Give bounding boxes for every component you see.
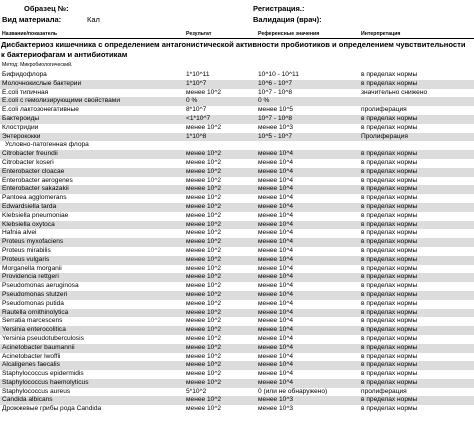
cell-interpretation: в пределах нормы: [361, 220, 418, 228]
cell-name: Serratia marcescens: [2, 317, 63, 325]
results-table: [0, 71, 474, 414]
cell-reference: 10^7 - 10^8: [258, 114, 293, 122]
cell-name: Edwardsiella tarda: [2, 202, 57, 210]
cell-interpretation: в пределах нормы: [361, 176, 418, 184]
cell-reference: менее 10^4: [258, 317, 294, 325]
table-row: [0, 177, 474, 186]
cell-reference: 0 (или не обнаружено): [258, 387, 328, 395]
cell-reference: менее 10^4: [258, 246, 294, 254]
table-row: [0, 291, 474, 300]
table-row: [0, 273, 474, 282]
cell-reference: менее 10^3: [258, 123, 294, 131]
cell-result: менее 10^2: [186, 370, 222, 378]
table-row: [0, 326, 474, 335]
cell-interpretation: в пределах нормы: [361, 273, 418, 281]
cell-reference: менее 10^4: [258, 167, 294, 175]
cell-result: менее 10^2: [186, 211, 222, 219]
cell-result: менее 10^2: [186, 150, 222, 158]
cell-name: Morganella morganii: [2, 264, 62, 272]
cell-result: менее 10^2: [186, 88, 222, 96]
cell-reference: менее 10^4: [258, 308, 294, 316]
cell-reference: менее 10^4: [258, 194, 294, 202]
cell-reference: менее 10^4: [258, 282, 294, 290]
cell-reference: менее 10^4: [258, 290, 294, 298]
table-row: [0, 97, 474, 106]
cell-interpretation: в пределах нормы: [361, 334, 418, 342]
table-row: [0, 212, 474, 221]
cell-result: менее 10^2: [186, 255, 222, 263]
cell-reference: менее 10^4: [258, 202, 294, 210]
cell-interpretation: в пределах нормы: [361, 114, 418, 122]
cell-result: менее 10^2: [186, 229, 222, 237]
cell-interpretation: в пределах нормы: [361, 71, 418, 78]
cell-name: Бактероиды: [2, 114, 40, 122]
table-row: [0, 133, 474, 142]
cell-interpretation: в пределах нормы: [361, 229, 418, 237]
cell-interpretation: в пределах нормы: [361, 79, 418, 87]
table-row: [0, 370, 474, 379]
cell-interpretation: в пределах нормы: [361, 238, 418, 246]
cell-reference: менее 10^4: [258, 352, 294, 360]
table-row: [0, 185, 474, 194]
cell-name: Staphylococcus haemolyticus: [2, 378, 89, 386]
cell-result: менее 10^2: [186, 299, 222, 307]
cell-name: Citrobacter koseri: [2, 158, 54, 166]
cell-name: Hafnia alvei: [2, 229, 37, 237]
cell-interpretation: в пределах нормы: [361, 290, 418, 298]
table-row: [0, 361, 474, 370]
cell-interpretation: значительно снижено: [361, 88, 428, 96]
table-row: [0, 124, 474, 133]
cell-interpretation: в пределах нормы: [361, 264, 418, 272]
cell-result: менее 10^2: [186, 264, 222, 272]
cell-name: E.coli типичная: [2, 88, 49, 96]
cell-name: Клостридии: [2, 123, 39, 131]
cell-reference: менее 10^4: [258, 334, 294, 342]
cell-name: Pantoea agglomerans: [2, 194, 67, 202]
cell-interpretation: в пределах нормы: [361, 396, 418, 404]
cell-interpretation: в пределах нормы: [361, 282, 418, 290]
cell-result: менее 10^2: [186, 246, 222, 254]
method-note: Метод: Микробиологический.: [2, 62, 73, 68]
cell-name: Pseudomonas aeruginosa: [2, 282, 79, 290]
table-row: [0, 106, 474, 115]
table-row: [0, 115, 474, 124]
cell-reference: менее 10^3: [258, 405, 294, 413]
table-row: [0, 300, 474, 309]
cell-interpretation: в пределах нормы: [361, 317, 418, 325]
cell-reference: менее 10^4: [258, 299, 294, 307]
cell-result: менее 10^2: [186, 361, 222, 369]
cell-interpretation: в пределах нормы: [361, 352, 418, 360]
cell-interpretation: в пределах нормы: [361, 246, 418, 254]
cell-result: менее 10^2: [186, 405, 222, 413]
cell-reference: менее 10^5: [258, 106, 294, 114]
cell-reference: менее 10^4: [258, 255, 294, 263]
cell-name: Enterobacter sakazakii: [2, 185, 69, 193]
cell-result: менее 10^2: [186, 317, 222, 325]
registration-label: Регистрация.:: [253, 4, 305, 13]
cell-interpretation: в пределах нормы: [361, 405, 418, 413]
cell-name: Бифидофлора: [2, 71, 47, 78]
cell-interpretation: в пределах нормы: [361, 378, 418, 386]
cell-interpretation: в пределах нормы: [361, 158, 418, 166]
cell-interpretation: в пределах нормы: [361, 123, 418, 131]
table-row: [0, 221, 474, 230]
cell-interpretation: в пределах нормы: [361, 361, 418, 369]
table-row: [0, 335, 474, 344]
table-row: [0, 256, 474, 265]
table-row: [0, 203, 474, 212]
cell-result: менее 10^2: [186, 378, 222, 386]
cell-name: Yersinia enterocolitica: [2, 326, 66, 334]
cell-name: Молочнокислые бактерии: [2, 79, 82, 87]
cell-result: менее 10^2: [186, 158, 222, 166]
cell-name: Alcaligenes faecalis: [2, 361, 60, 369]
cell-name: Proteus vulgaris: [2, 255, 50, 263]
cell-interpretation: в пределах нормы: [361, 370, 418, 378]
cell-reference: менее 10^4: [258, 229, 294, 237]
cell-result: менее 10^2: [186, 185, 222, 193]
cell-reference: 10^7 - 10^8: [258, 88, 293, 96]
cell-result: менее 10^2: [186, 343, 222, 351]
cell-interpretation: в пределах нормы: [361, 326, 418, 334]
cell-name: Klebsiella oxytoca: [2, 220, 55, 228]
cell-interpretation: в пределах нормы: [361, 202, 418, 210]
cell-reference: 10^6 - 10^7: [258, 79, 293, 87]
cell-reference: 0 %: [258, 97, 270, 105]
cell-interpretation: в пределах нормы: [361, 299, 418, 307]
cell-result: менее 10^2: [186, 282, 222, 290]
table-row: [0, 379, 474, 388]
cell-reference: менее 10^4: [258, 211, 294, 219]
material-label: Вид материала:: [2, 15, 62, 24]
cell-reference: менее 10^4: [258, 264, 294, 272]
table-row: [0, 344, 474, 353]
cell-reference: 10^5 - 10^7: [258, 132, 293, 140]
table-row: [0, 309, 474, 318]
cell-name: Yersinia pseudotuberculosis: [2, 334, 84, 342]
cell-name: Klebsiella pneumoniae: [2, 211, 69, 219]
cell-result: менее 10^2: [186, 290, 222, 298]
validation-label: Валидация (врач):: [253, 15, 322, 24]
table-row: [0, 141, 474, 150]
cell-result: 5*10^2: [186, 387, 207, 395]
cell-reference: менее 10^4: [258, 238, 294, 246]
table-row: [0, 159, 474, 168]
test-title: Дисбактериоз кишечника с определением антагонистической активности пробиотиков и определением чувствительности к бактериофагам и антибиотикам: [1, 40, 466, 59]
cell-name: Staphylococcus aureus: [2, 387, 71, 395]
cell-name: Staphylococcus epidermidis: [2, 370, 84, 378]
table-row: [0, 265, 474, 274]
cell-reference: менее 10^4: [258, 158, 294, 166]
cell-result: менее 10^2: [186, 273, 222, 281]
cell-reference: менее 10^4: [258, 370, 294, 378]
cell-name: Citrobacter freundii: [2, 150, 58, 158]
cell-name: Энтерококки: [2, 132, 41, 140]
cell-interpretation: в пределах нормы: [361, 343, 418, 351]
table-row: [0, 238, 474, 247]
cell-name: Proteus myxofaciens: [2, 238, 64, 246]
cell-result: 1*10^8: [186, 132, 207, 140]
cell-interpretation: в пределах нормы: [361, 194, 418, 202]
cell-name: E.coli лактозонегативные: [2, 106, 79, 114]
table-row: [0, 71, 474, 80]
cell-name: Providencia rettgeri: [2, 273, 59, 281]
cell-reference: менее 10^4: [258, 273, 294, 281]
cell-interpretation: пролиферация: [361, 387, 407, 395]
table-row: [0, 396, 474, 405]
cell-interpretation: Пролиферация: [361, 132, 408, 140]
cell-reference: 10^10 - 10^11: [258, 71, 299, 78]
table-row: [0, 229, 474, 238]
cell-result: 8*10^7: [186, 106, 207, 114]
cell-reference: менее 10^4: [258, 185, 294, 193]
header-divider: [0, 38, 474, 39]
table-row: [0, 405, 474, 414]
cell-name: Условно-патогенная флора: [5, 141, 89, 149]
cell-reference: менее 10^3: [258, 396, 294, 404]
cell-interpretation: в пределах нормы: [361, 167, 418, 175]
column-header-reference: Референсные значения: [258, 31, 320, 37]
cell-name: Enterobacter aerogenes: [2, 176, 73, 184]
cell-result: менее 10^2: [186, 352, 222, 360]
table-row: [0, 80, 474, 89]
cell-result: менее 10^2: [186, 334, 222, 342]
column-header-interpretation: Интерпретация: [361, 31, 401, 37]
cell-reference: менее 10^4: [258, 378, 294, 386]
cell-result: менее 10^2: [186, 167, 222, 175]
cell-interpretation: пролиферация: [361, 106, 407, 114]
cell-result: менее 10^2: [186, 176, 222, 184]
cell-name: Acinetobacter lwoffii: [2, 352, 61, 360]
cell-result: менее 10^2: [186, 194, 222, 202]
cell-reference: менее 10^4: [258, 343, 294, 351]
cell-result: <1*10^7: [186, 114, 211, 122]
table-row: [0, 194, 474, 203]
cell-reference: менее 10^4: [258, 326, 294, 334]
cell-interpretation: в пределах нормы: [361, 308, 418, 316]
cell-result: менее 10^2: [186, 123, 222, 131]
table-row: [0, 282, 474, 291]
cell-interpretation: в пределах нормы: [361, 185, 418, 193]
cell-reference: менее 10^4: [258, 220, 294, 228]
cell-result: 1*10^7: [186, 79, 207, 87]
table-row: [0, 317, 474, 326]
cell-name: Дрожжевые грибы рода Candida: [2, 405, 102, 413]
cell-interpretation: в пределах нормы: [361, 255, 418, 263]
cell-result: менее 10^2: [186, 238, 222, 246]
cell-name: Proteus mirabilis: [2, 246, 51, 254]
cell-name: Pseudomonas stutzeri: [2, 290, 68, 298]
cell-reference: менее 10^4: [258, 150, 294, 158]
table-row: [0, 388, 474, 397]
column-header-name: Название/показатель: [2, 31, 58, 37]
cell-result: менее 10^2: [186, 220, 222, 228]
cell-result: 0 %: [186, 97, 198, 105]
cell-name: Rautella ornithinolytica: [2, 308, 69, 316]
cell-name: Candida albicans: [2, 396, 53, 404]
cell-reference: менее 10^4: [258, 361, 294, 369]
table-row: [0, 353, 474, 362]
table-row: [0, 168, 474, 177]
table-row: [0, 247, 474, 256]
cell-result: менее 10^2: [186, 202, 222, 210]
material-value: Кал: [87, 15, 100, 24]
cell-name: E.coli с гемолизирующими свойствами: [2, 97, 121, 105]
table-row: [0, 150, 474, 159]
cell-reference: менее 10^4: [258, 176, 294, 184]
cell-result: менее 10^2: [186, 308, 222, 316]
cell-result: менее 10^2: [186, 396, 222, 404]
cell-interpretation: в пределах нормы: [361, 150, 418, 158]
column-header-result: Результат: [186, 31, 212, 37]
cell-name: Pseudomonas putida: [2, 299, 64, 307]
cell-result: менее 10^2: [186, 326, 222, 334]
sample-label: Образец №:: [24, 4, 69, 13]
cell-name: Acinetobacter baumannii: [2, 343, 75, 351]
cell-interpretation: в пределах нормы: [361, 211, 418, 219]
cell-name: Enterobacter cloacae: [2, 167, 65, 175]
cell-result: 1*10^11: [186, 71, 210, 78]
